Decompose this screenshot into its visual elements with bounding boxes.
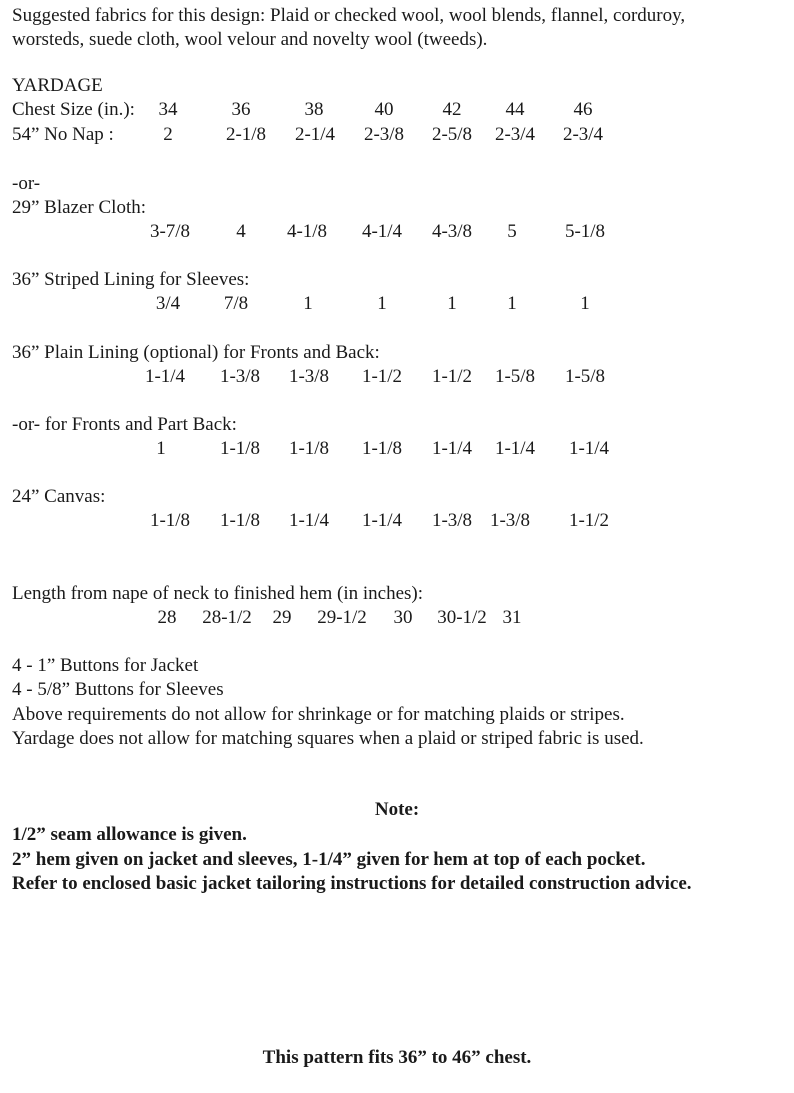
canvas-value: 1-1/4 bbox=[288, 510, 330, 531]
plain-lining-row bbox=[0, 366, 794, 390]
chest-value: 38 bbox=[304, 99, 324, 120]
plain-value: 1-5/8 bbox=[494, 366, 536, 387]
part-back-row bbox=[0, 438, 794, 462]
length-value: 31 bbox=[502, 607, 522, 628]
chest-value: 44 bbox=[505, 99, 525, 120]
plain-value: 1-1/2 bbox=[361, 366, 403, 387]
striped-value: 7/8 bbox=[223, 293, 249, 314]
tailoring-note: Refer to enclosed basic jacket tailoring instructions for detailed construction advice. bbox=[12, 873, 692, 894]
chest-value: 46 bbox=[573, 99, 593, 120]
plain-value: 1-1/4 bbox=[144, 366, 186, 387]
no-nap-label: 54” No Nap : bbox=[12, 124, 114, 145]
canvas-value: 1-3/8 bbox=[489, 510, 531, 531]
fit-footer: This pattern fits 36” to 46” chest. bbox=[262, 1047, 532, 1068]
blazer-value: 4 bbox=[236, 221, 246, 242]
part-back-value: 1-1/4 bbox=[494, 438, 536, 459]
plain-lining-label: 36” Plain Lining (optional) for Fronts and Back: bbox=[12, 342, 380, 363]
part-back-value: 1-1/8 bbox=[219, 438, 261, 459]
no-nap-value: 2-1/4 bbox=[294, 124, 336, 145]
buttons-sleeves-line: 4 - 5/8” Buttons for Sleeves bbox=[12, 679, 224, 700]
canvas-row bbox=[0, 510, 794, 534]
length-value: 29-1/2 bbox=[317, 607, 367, 628]
or-separator: -or- bbox=[12, 173, 41, 194]
length-value: 28 bbox=[157, 607, 177, 628]
plain-value: 1-3/8 bbox=[288, 366, 330, 387]
no-nap-value: 2-3/8 bbox=[363, 124, 405, 145]
striped-lining-row bbox=[0, 293, 794, 317]
blazer-value: 3-7/8 bbox=[149, 221, 191, 242]
length-row bbox=[0, 607, 794, 631]
blazer-value: 5 bbox=[507, 221, 517, 242]
canvas-label: 24” Canvas: bbox=[12, 486, 106, 507]
striped-value: 1 bbox=[580, 293, 590, 314]
shrinkage-note: Above requirements do not allow for shrinkage or for matching plaids or stripes. bbox=[12, 704, 625, 725]
blazer-value: 4-1/4 bbox=[361, 221, 403, 242]
canvas-value: 1-1/4 bbox=[361, 510, 403, 531]
blazer-value: 5-1/8 bbox=[564, 221, 606, 242]
plain-value: 1-3/8 bbox=[219, 366, 261, 387]
part-back-value: 1-1/4 bbox=[431, 438, 473, 459]
intro-line-2: worsteds, suede cloth, wool velour and novelty wool (tweeds). bbox=[12, 29, 488, 50]
no-nap-value: 2-3/4 bbox=[494, 124, 536, 145]
blazer-cloth-row bbox=[0, 221, 794, 245]
part-back-value: 1-1/4 bbox=[568, 438, 610, 459]
canvas-value: 1-1/8 bbox=[219, 510, 261, 531]
buttons-jacket-line: 4 - 1” Buttons for Jacket bbox=[12, 655, 199, 676]
length-value: 28-1/2 bbox=[202, 607, 252, 628]
no-nap-value: 2 bbox=[163, 124, 173, 145]
chest-size-row bbox=[0, 99, 794, 123]
striped-value: 1 bbox=[377, 293, 387, 314]
part-back-value: 1 bbox=[156, 438, 166, 459]
striped-value: 1 bbox=[507, 293, 517, 314]
chest-value: 34 bbox=[158, 99, 178, 120]
striped-value: 1 bbox=[447, 293, 457, 314]
yardage-note: Yardage does not allow for matching squares when a plaid or striped fabric is used. bbox=[12, 728, 644, 749]
part-back-label: -or- for Fronts and Part Back: bbox=[12, 414, 237, 435]
chest-value: 42 bbox=[442, 99, 462, 120]
intro-line-1: Suggested fabrics for this design: Plaid or checked wool, wool blends, flannel, corduroy, bbox=[12, 5, 686, 26]
yardage-title: YARDAGE bbox=[12, 75, 103, 96]
chest-value: 36 bbox=[231, 99, 251, 120]
canvas-value: 1-1/2 bbox=[568, 510, 610, 531]
canvas-value: 1-1/8 bbox=[149, 510, 191, 531]
length-value: 30 bbox=[393, 607, 413, 628]
blazer-value: 4-1/8 bbox=[286, 221, 328, 242]
no-nap-value: 2-1/8 bbox=[225, 124, 267, 145]
hem-note: 2” hem given on jacket and sleeves, 1-1/4” given for hem at top of each pocket. bbox=[12, 849, 646, 870]
plain-value: 1-5/8 bbox=[564, 366, 606, 387]
no-nap-value: 2-5/8 bbox=[431, 124, 473, 145]
part-back-value: 1-1/8 bbox=[288, 438, 330, 459]
no-nap-value: 2-3/4 bbox=[562, 124, 604, 145]
part-back-value: 1-1/8 bbox=[361, 438, 403, 459]
striped-value: 1 bbox=[303, 293, 313, 314]
note-heading: Note: bbox=[374, 799, 420, 820]
length-value: 30-1/2 bbox=[437, 607, 487, 628]
canvas-value: 1-3/8 bbox=[431, 510, 473, 531]
no-nap-row bbox=[0, 124, 794, 148]
plain-value: 1-1/2 bbox=[431, 366, 473, 387]
blazer-cloth-label: 29” Blazer Cloth: bbox=[12, 197, 147, 218]
length-value: 29 bbox=[272, 607, 292, 628]
length-label: Length from nape of neck to finished hem (in inches): bbox=[12, 583, 424, 604]
chest-value: 40 bbox=[374, 99, 394, 120]
chest-size-label: Chest Size (in.): bbox=[12, 99, 135, 120]
striped-value: 3/4 bbox=[155, 293, 181, 314]
blazer-value: 4-3/8 bbox=[431, 221, 473, 242]
striped-lining-label: 36” Striped Lining for Sleeves: bbox=[12, 269, 250, 290]
seam-allowance-note: 1/2” seam allowance is given. bbox=[12, 824, 247, 845]
